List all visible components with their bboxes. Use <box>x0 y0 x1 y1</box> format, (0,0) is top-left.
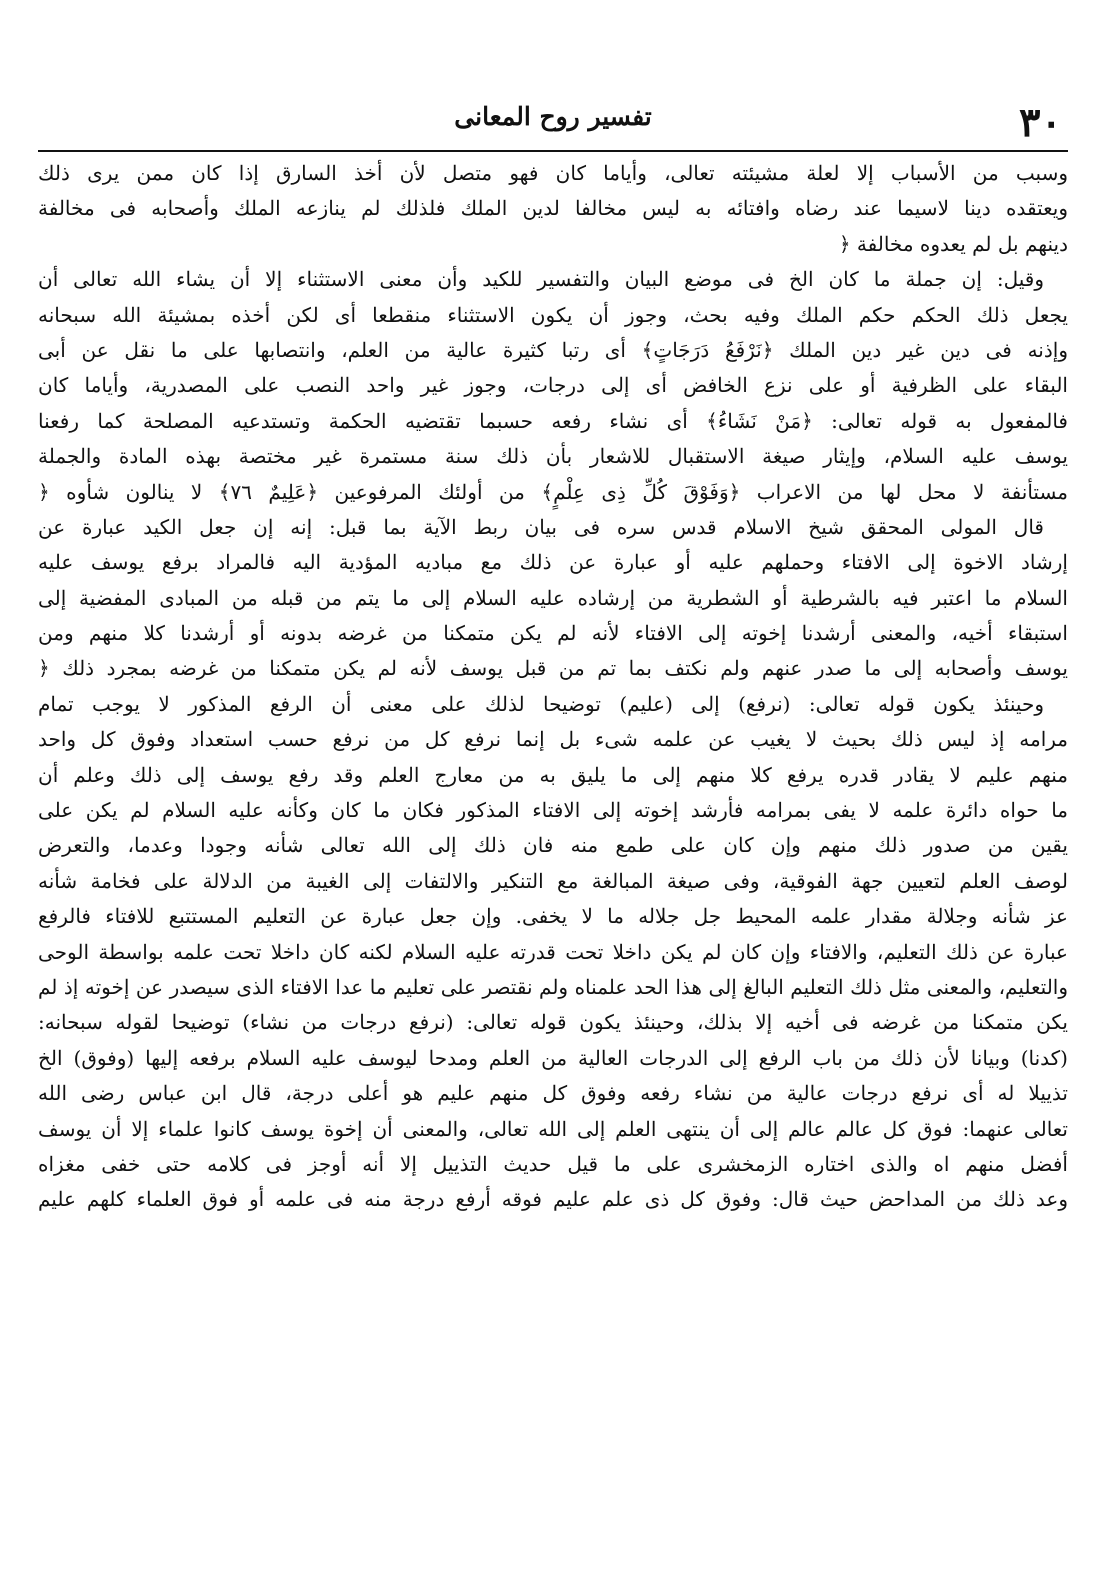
text-line: عز شأنه وجلالة مقدار علمه المحيط جل جلاله ما لا يخفى. وإن جعل عبارة عن التعليم المستتبع للافتاء فالرفع <box>38 904 1068 929</box>
text-line: عبارة عن ذلك التعليم، والافتاء وإن كان لم يكن داخلا تحت قدرته عليه السلام لكنه كان داخلا تحت علمه بواسطة الوحى <box>38 939 1068 964</box>
text-line: منهم عليم لا يقادر قدره يرفع كلا منهم إلى ما يليق به من معارج العلم وقد رفع يوسف إلى ذلك وعلم أن <box>38 762 1068 787</box>
text-line: وحينئذ يكون قوله تعالى: (نرفع) إلى (عليم) توضيحا لذلك على معنى أن الرفع المذكور لا يوجب تمام <box>38 691 1044 716</box>
text-line: وقيل: إن جملة ما كان الخ فى موضع البيان والتفسير للكيد وأن معنى الاستثناء إلا أن يشاء الله تعالى أن <box>38 267 1044 292</box>
book-page <box>38 96 1068 1536</box>
text-line: فالمفعول به قوله تعالى: ﴿مَنْ نَشَاءُ﴾ أى نشاء رفعه حسبما تقتضيه الحكمة وتستدعيه المصلحة كما رفعنا <box>38 408 1068 433</box>
page-number: ٣٠ <box>1019 99 1062 146</box>
text-line: البقاء على الظرفية أو على نزع الخافض أى إلى درجات، وجوز غير واحد النصب على المصدرية، وأياما كان <box>38 373 1068 398</box>
text-line: لوصف العلم لتعيين جهة الفوقية، وفى صيغة المبالغة مع التنكير والالتفات إلى الغيبة من الدلالة على فخامة شأنه <box>38 868 1068 893</box>
text-line: وسبب من الأسباب إلا لعلة مشيئته تعالى، وأياما كان فهو متصل لأن أخذ السارق إذا كان ممن يرى ذلك <box>38 161 1068 185</box>
text-line: تعالى عنهما: فوق كل عالم عالم إلى أن ينتهى العلم إلى الله تعالى، والمعنى أن إخوة يوسف كانوا علماء إلا أن يوسف <box>38 1116 1068 1141</box>
text-line: استبقاء أخيه، والمعنى أرشدنا إخوته إلى الافتاء لأنه لم يكن متمكنا من غرضه بدونه أو أرشدنا كلا منهم ومن <box>38 621 1068 646</box>
text-line: يقين من صدور ذلك منهم وإن كان على طمع منه فان ذلك إلى الله تعالى شأنه وجودا وعدما، والتعرض <box>38 833 1068 858</box>
text-line: (كدنا) وبيانا لأن ذلك من باب الرفع إلى الدرجات العالية من العلم ومدحا ليوسف عليه السلام برفعه إليها (وفوق) الخ <box>38 1045 1068 1070</box>
text-line: مستأنفة لا محل لها من الاعراب ﴿وَفَوْقَ كُلِّ ذِى عِلْمٍ﴾ من أولئك المرفوعين ﴿عَلِيمٌ ٧٦﴾ لا ينالون شأوه ﴿ <box>38 479 1068 504</box>
page-header <box>38 96 1068 152</box>
running-title: تفسير روح المعانى <box>454 102 652 131</box>
text-line: وإذنه فى دين غير دين الملك ﴿نَرْفَعُ دَرَجَاتٍ﴾ أى رتبا كثيرة عالية من العلم، وانتصابها على ما نقل عن أبى <box>38 337 1068 362</box>
text-line: دينهم بل لم يعدوه مخالفة ﴿ <box>838 231 1068 256</box>
text-line: يوسف وأصحابه إلى ما صدر عنهم ولم نكتف بما تم من قبل يوسف لأنه لم يكن متمكنا من غرضه بمجرد ذلك ﴿ <box>38 656 1068 681</box>
text-line: قال المولى المحقق شيخ الاسلام قدس سره فى بيان ربط الآية بما قبل: إنه إن جعل الكيد عبارة عن <box>38 514 1044 539</box>
text-line: تذييلا له أى نرفع درجات عالية من نشاء رفعه وفوق كل منهم عليم هو أعلى درجة، قال ابن عباس رضى الله <box>38 1081 1068 1106</box>
text-line: وعد ذلك من المداحض حيث قال: وفوق كل ذى علم عليم فوقه أرفع درجة منه فى علمه أو فوق العلماء كلهم عليم <box>38 1187 1068 1212</box>
text-line: مرامه إذ ليس ذلك بحيث لا يغيب عن علمه شىء بل إنما نرفع كل من نرفع حسب استعداد وفوق كل واحد <box>38 727 1068 752</box>
text-line: إرشاد الاخوة إلى الافتاء وحملهم عليه أو عبارة عن ذلك مع مباديه المؤدية اليه فالمراد برفع يوسف عليه <box>38 550 1068 575</box>
text-line: يجعل ذلك الحكم حكم الملك وفيه بحث، وجوز أن يكون الاستثناء منقطعا أى لكن أخذه بمشيئة الله سبحانه <box>38 302 1068 327</box>
text-line: ما حواه دائرة علمه لا يفى بمرامه فأرشد إخوته إلى الافتاء المذكور فكان ما كان وكأنه عليه السلام لم يكن على <box>38 798 1068 823</box>
text-line: ويعتقده دينا لاسيما عند رضاه وافتائه به ليس مخالفا لدين الملك فلذلك لم ينازعه الملك وأصحابه فى مخالفة <box>38 196 1068 221</box>
text-line: السلام ما اعتبر فيه بالشرطية أو الشطرية من إرشاده عليه السلام إلى ما يتم من قبله من المبادى المفضية إلى <box>38 585 1068 610</box>
text-line: والتعليم، والمعنى مثل ذلك التعليم البالغ إلى هذا الحد علمناه ولم نقتصر على تعليم ما عدا الافتاء الذى سيصدر عن إخوته إذ لم <box>38 974 1068 999</box>
text-line: يوسف عليه السلام، وإيثار صيغة الاستقبال للاشعار بأن ذلك سنة مستمرة غير مختصة بهذه المادة والجملة <box>38 444 1068 469</box>
page-body <box>38 152 1068 1218</box>
text-line: يكن متمكنا من غرضه فى أخيه إلا بذلك، وحينئذ يكون قوله تعالى: (نرفع درجات من نشاء) توضيحا لقوله سبحانه: <box>38 1010 1068 1035</box>
text-line: أفضل منهم اه والذى اختاره الزمخشرى على ما قيل حديث التذييل إلا أنه أوجز فى كلامه حتى خفى مغزاه <box>38 1151 1068 1176</box>
